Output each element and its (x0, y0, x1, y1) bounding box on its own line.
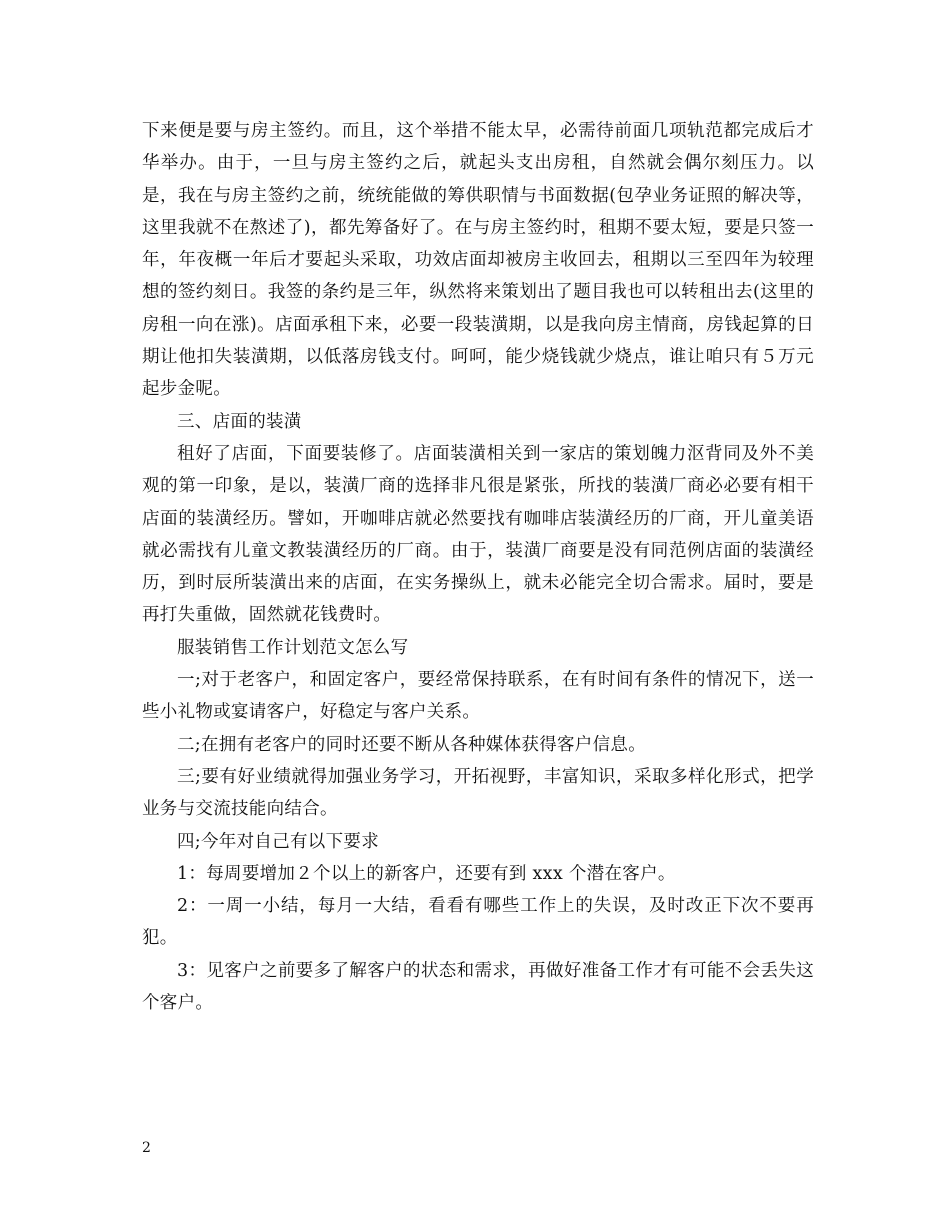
paragraph-lease-signing: 下来便是要与房主签约。而且，这个举措不能太早，必需待前面几项轨范都完成后才华举办。由于，一旦与房主签约之后，就起头支出房租，自然就会偶尔刻压力。以是，我在与房主签约之前，统统能做的筹供职情与书面数据(包孕业务证照的解决等，这里我就不在熬述了)，都先筹备好了。在与房主签约时，租期不要太短，要是只签一年，年夜概一年后才要起头采取，功效店面却被房主收回去，租期以三至四年为较理想的签约刻日。我签的条约是三年，纵然将来策划出了题目我也可以转租出去(这里的房租一向在涨)。店面承租下来，必要一段装潢期，以是我向房主情商，房钱起算的日期让他扣失装潢期，以低落房钱支付。呵呵，能少烧钱就少烧点，谁让咱只有５万元起步金呢。 (142, 121, 814, 400)
requirement-2: 2：一周一小结，每月一大结，看看有哪些工作上的失误，及时改正下次不要再犯。 (142, 896, 814, 949)
list-item-4: 四;今年对自己有以下要求 (177, 831, 379, 852)
requirement-1: 1：每周要增加２个以上的新客户，还要有到 xxx 个潜在客户。 (177, 863, 676, 884)
document-body (142, 115, 814, 1019)
requirement-3: 3：见客户之前要多了解客户的状态和需求，再做好准备工作才有可能不会丢失这个客户。 (142, 960, 814, 1014)
section-heading-decoration: 三、店面的装潢 (177, 411, 302, 432)
section-heading-sales-plan: 服装销售工作计划范文怎么写 (177, 637, 409, 658)
list-item-3: 三;要有好业绩就得加强业务学习，开拓视野，丰富知识，采取多样化形式，把学业务与交流技能向结合。 (142, 766, 814, 820)
list-item-2: 二;在拥有老客户的同时还要不断从各种媒体获得客户信息。 (177, 734, 646, 755)
paragraph-decoration: 租好了店面，下面要装修了。店面装潢相关到一家店的策划魄力沤背同及外不美观的第一印象，是以，装潢厂商的选择非凡很是紧张，所找的装潢厂商必必要有相干店面的装潢经历。譬如，开咖啡店就必然要找有咖啡店装潢经历的厂商，开儿童美语就必需找有儿童文教装潢经历的厂商。由于，装潢厂商要是没有同范例店面的装潢经历，到时辰所装潢出来的店面，在实务操纵上，就未必能完全切合需求。届时，要是再打失重做，固然就花钱费时。 (142, 443, 814, 626)
list-item-1: 一;对于老客户，和固定客户，要经常保持联系，在有时间有条件的情况下，送一些小礼物或宴请客户，好稳定与客户关系。 (142, 670, 814, 723)
page-number: 2 (142, 1140, 151, 1156)
